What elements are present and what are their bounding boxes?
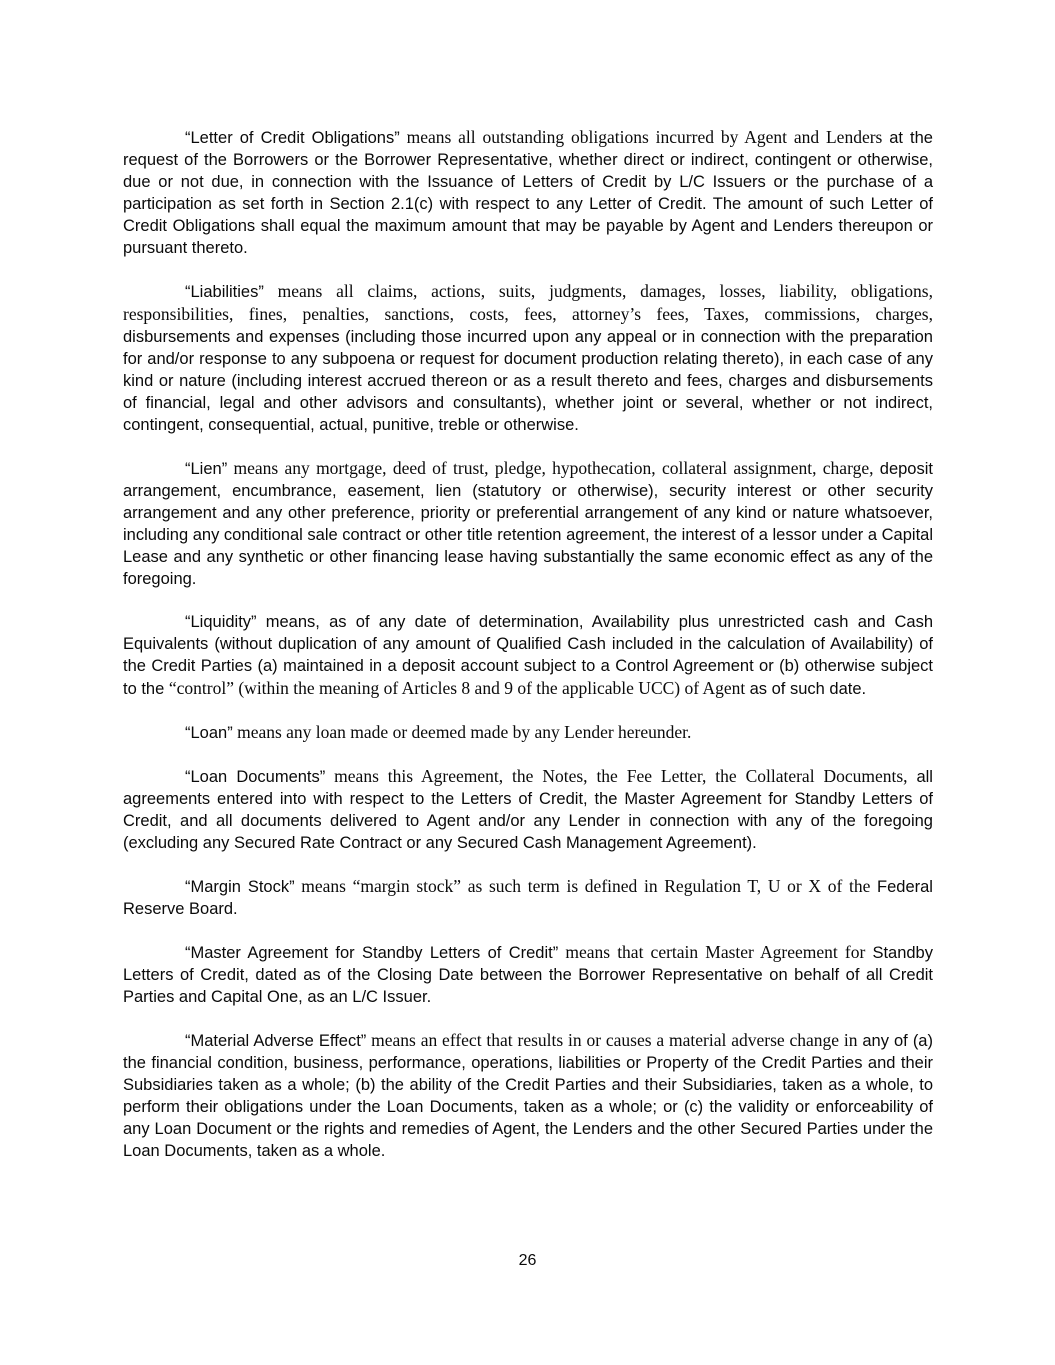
defined-term: “Liquidity” [185,613,257,631]
defined-term: “Lien” [185,460,228,478]
definition-paragraph [123,941,933,1008]
defined-term: “Margin Stock” [185,878,295,896]
defined-term: “Master Agreement for Standby Letters of Credit” [185,944,559,962]
defined-term: “Material Adverse Effect” [185,1032,367,1050]
definition-paragraph [123,611,933,700]
definition-text-segment: means all claims, actions, suits, judgments, damages, losses, liability, obligations, responsibilities, fines, penalties, sanctions, costs, fees, attorney’s fees, Taxes, commissions, charges, [123,281,933,324]
definition-text-segment: means any mortgage, deed of trust, pledge, hypothecation, collateral assignment, charge, [227,458,880,478]
definition-paragraph [123,1029,933,1162]
definition-text-segment: means any loan made or deemed made by any Lender hereunder. [232,722,692,742]
definition-text-segment: all agreements entered into with respect to the Letters of Credit, the Master Agreement for Standby Letters of Credit, and all documents delivered to Agent and/or any Lender in connection with any of the foregoing (excluding any Secured Rate Contract or any Secured Cash Management Agreement). [123,768,933,852]
definition-text-segment: means this Agreement, the Notes, the Fee Letter, the Collateral Documents, [325,766,917,786]
definition-paragraph [123,280,933,436]
definition-text-segment: any of (a) the financial condition, business, performance, operations, liabilities or Property of the Credit Parties and their Subsidiaries taken as a whole; (b) the ability of the Credit Parties and their Subsidiaries, taken as a whole, to perform their obligations under the Loan Documents, taken as a whole; or (c) the validity or enforceability of any Loan Document or the rights and remedies of Agent, the Lenders and the other Secured Parties under the Loan Documents, taken as a whole. [123,1032,933,1160]
definition-text-segment: means an effect that results in or causes a material adverse change in [366,1030,863,1050]
definition-paragraph [123,721,933,744]
definition-paragraph [123,126,933,259]
definition-text-segment: “control” (within the meaning of Articles 8 and 9 of the applicable UCC) of Agent [168,678,750,698]
definition-text-segment: at the request of the Borrowers or the Borrower Representative, whether direct or indirect, contingent or otherwise, due or not due, in connection with the Issuance of Letters of Credit by L/C Issuers or the purchase of a participation as set forth in Section 2.1(c) with respect to any Letter of Credit. The amount of such Letter of Credit Obligations shall equal the maximum amount that may be payable by Agent and Lenders thereupon or pursuant thereto. [123,129,933,257]
definition-text-segment: deposit arrangement, encumbrance, easement, lien (statutory or otherwise), security interest or other security arrangement and any other preference, priority or preferential arrangement of any kind or nature whatsoever, including any conditional sale contract or other title retention agreement, the interest of a lessor under a Capital Lease and any synthetic or other financing lease having substantially the same economic effect as any of the foregoing. [123,460,933,588]
definition-paragraph [123,875,933,920]
definition-text-segment: means that certain Master Agreement for [558,942,873,962]
page-number: 26 [518,1252,537,1269]
defined-term: “Letter of Credit Obligations” [185,129,400,147]
defined-term: “Loan” [185,724,233,742]
definition-text-segment: means “margin stock” as such term is defined in Regulation T, U or X of the [294,876,878,896]
definition-paragraph [123,765,933,854]
definition-text-segment: Standby Letters of Credit, dated as of the Closing Date between the Borrower Representative on behalf of all Credit Parties and Capital One, as an L/C Issuer. [123,944,933,1006]
definition-text-segment: Federal Reserve Board. [123,878,933,918]
definition-text-segment: means, as of any date of determination, Availability plus unrestricted cash and Cash Equivalents (without duplication of any amount of Qualified Cash included in the calculation of Availability) of the Credit Parties (a) maintained in a deposit account subject to a Control Agreement or (b) otherwise subject to the [123,613,933,698]
definitions-section [123,126,933,1162]
definition-paragraph [123,457,933,590]
defined-term: “Liabilities” [185,283,264,301]
definition-text-segment: means all outstanding obligations incurred by Agent and Lenders [399,127,890,147]
definition-text-segment: as of such date. [749,680,867,698]
definition-text-segment: disbursements and expenses (including those incurred upon any appeal or in connection with the preparation for and/or response to any subpoena or request for document production relating thereto), in each case of any kind or nature (including interest accrued thereon or as a result thereto and fees, charges and disbursements of financial, legal and other advisors and consultants), whether joint or several, whether or not indirect, contingent, consequential, actual, punitive, treble or otherwise. [123,328,933,434]
defined-term: “Loan Documents” [185,768,326,786]
